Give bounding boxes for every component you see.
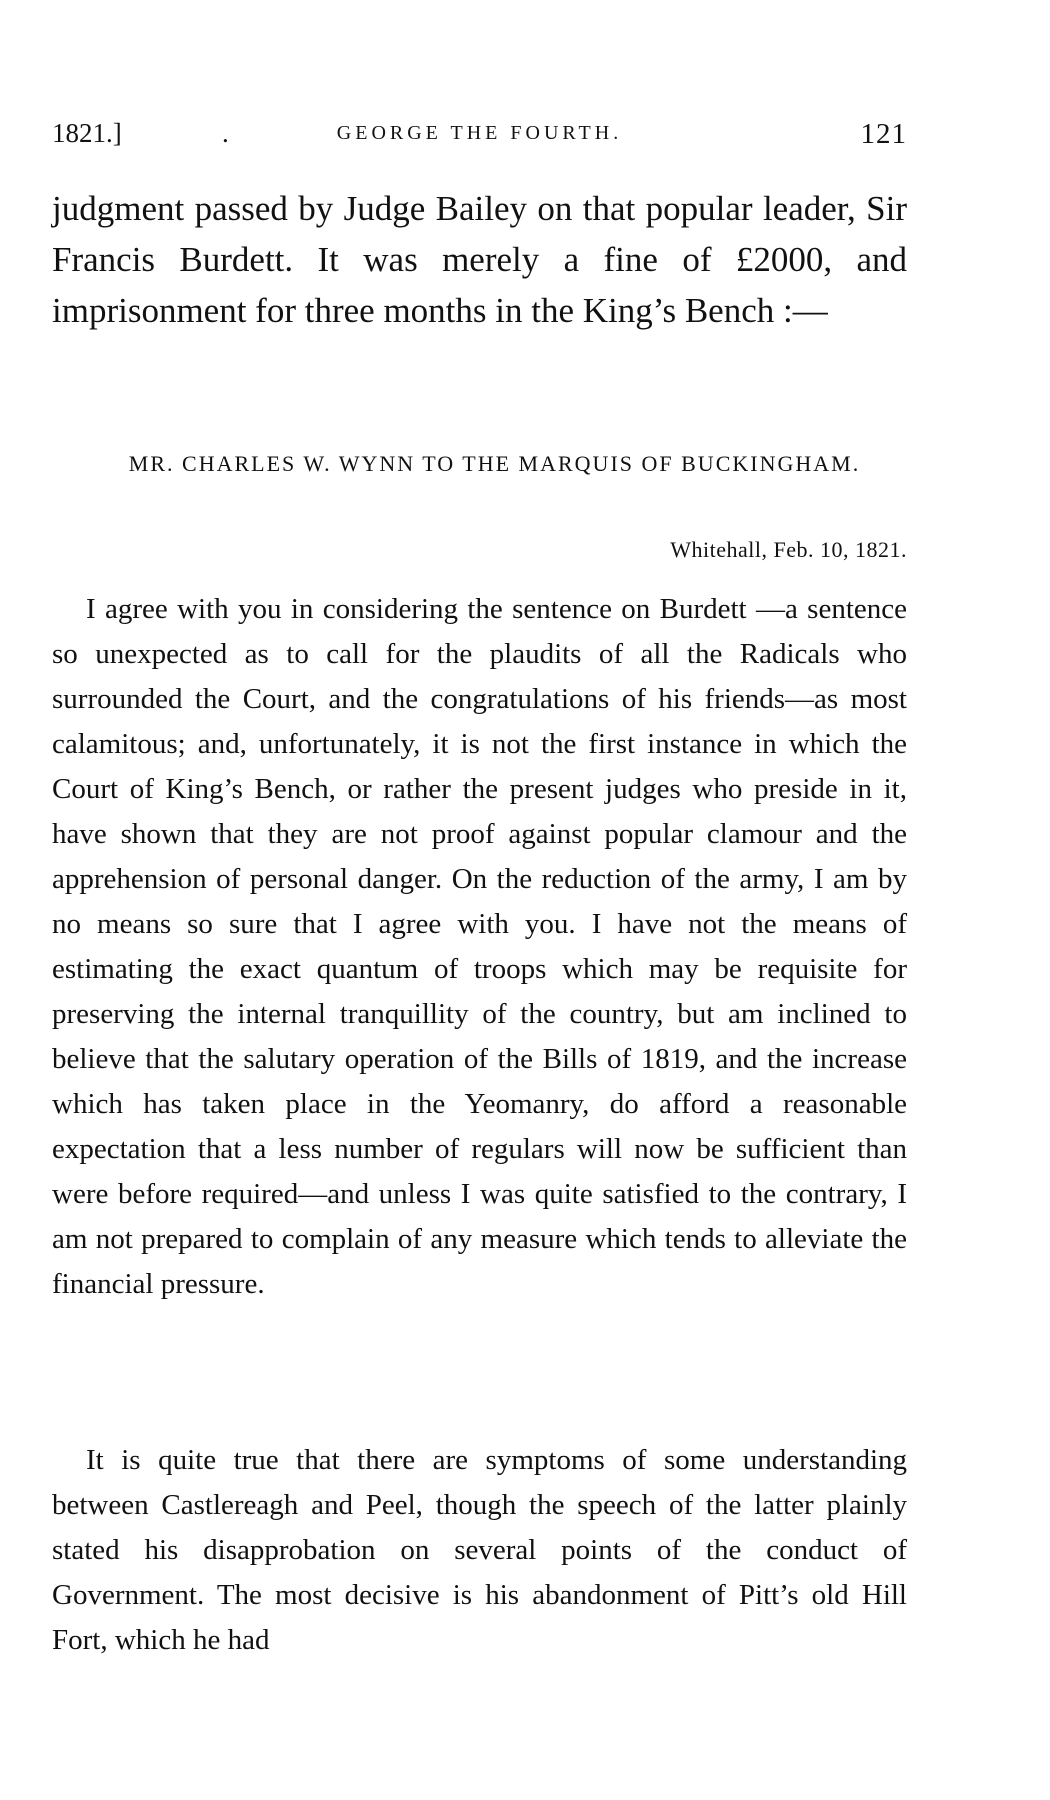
page-number: 121 <box>860 118 907 150</box>
running-head-title: GEORGE THE FOURTH. <box>336 122 623 144</box>
running-head <box>52 118 907 158</box>
letter-dateline: Whitehall, Feb. 10, 1821. <box>670 537 907 562</box>
running-head-dot: . <box>222 118 229 148</box>
letter-heading: MR. CHARLES W. WYNN TO THE MARQUIS OF BUCKINGHAM. <box>128 451 861 476</box>
running-head-year: 1821.] <box>52 118 122 148</box>
letter-paragraph: It is quite true that there are symptoms of some understanding between Castlereagh and Peel, though the speech of the latter plainly stated his disapprobation on several points of the conduct of Government. The most decisive is his abandonment of Pitt’s old Hill Fort, which he had <box>52 1444 907 1656</box>
lead-paragraph: judgment passed by Judge Bailey on that popular leader, Sir Francis Burdett. It was merely a fine of £2000, and imprisonment for three months in the King’s Bench :— <box>52 189 907 330</box>
letter-paragraph: I agree with you in considering the sentence on Burdett —a sentence so unexpected as to call for the plaudits of all the Radicals who surrounded the Court, and the congratulations of his friends—as most calamitous; and, unfortunately, it is not the first instance in which the Court of King’s Bench, or rather the present judges who preside in it, have shown that they are not proof against popular clamour and the apprehension of personal danger. On the reduction of the army, I am by no means so sure that I agree with you. I have not the means of estimating the exact quantum of troops which may be requisite for preserving the internal tranquillity of the country, but am inclined to believe that the salutary operation of the Bills of 1819, and the increase which has taken place in the Yeomanry, do afford a reasonable expectation that a less number of regulars will now be sufficient than were before required—and unless I was quite satisfied to the contrary, I am not prepared to complain of any measure which tends to alleviate the financial pressure. <box>52 593 907 1300</box>
